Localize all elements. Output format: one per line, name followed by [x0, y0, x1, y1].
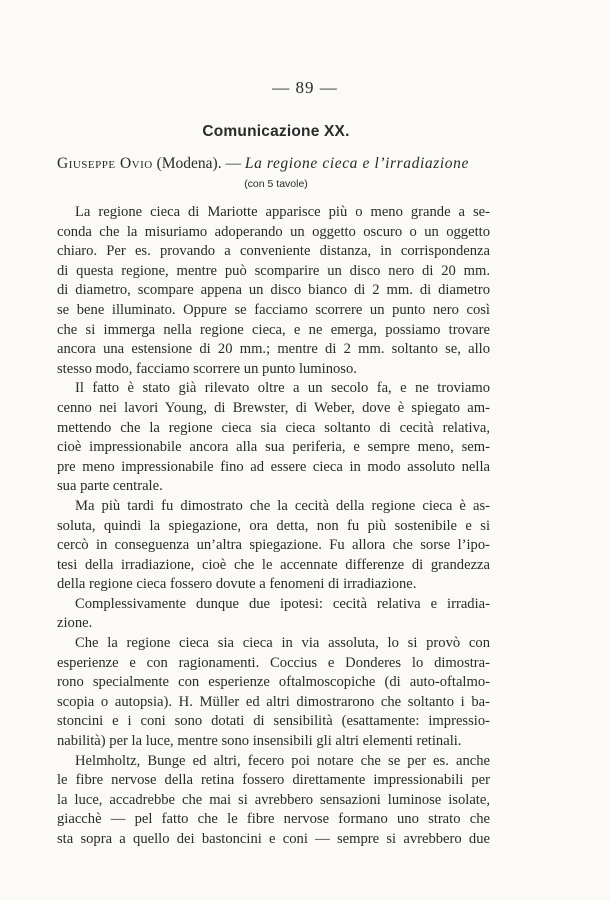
- text-line: Il fatto è stato già rilevato oltre a un secolo fa, e ne troviamo: [75, 380, 490, 397]
- text-line: la luce, accadrebbe che mai si avrebbero sensazioni luminose isolate,: [57, 791, 490, 808]
- text-line: nabilità) per la luce, mentre sono insensibili gli altri elementi retinali.: [57, 733, 462, 750]
- paragraph-1: [57, 203, 490, 379]
- text-line: sua parte centrale.: [57, 478, 163, 495]
- paragraph-5: [57, 634, 490, 752]
- text-line: giacchè — pel fatto che le fibre nervose formano uno strato che: [57, 811, 490, 828]
- text-line: della regione cieca fossero dovute a fenomeni di irradiazione.: [57, 576, 417, 593]
- text-line: pre meno impressionabile fino ad essere cieca in modo assoluto nella: [57, 458, 490, 475]
- text-line: cioè impressionabile ancora alla sua periferia, e sempre meno, sem-: [57, 439, 490, 456]
- paragraph-3: [57, 497, 490, 595]
- text-line: se bene illuminato. Oppure se facciamo scorrere un punto nero così: [57, 301, 490, 318]
- author-place: (Modena). —: [152, 155, 245, 172]
- paragraph-4: [57, 595, 490, 634]
- text-line: zione.: [57, 615, 93, 632]
- text-line: tesi della irradiazione, cioè che le accennate differenze di grandezza: [57, 556, 490, 573]
- section-title: Comunicazione XX.: [202, 123, 350, 140]
- subtitle: (con 5 tavole): [244, 178, 308, 190]
- text-line: cercò in conseguenza un’altra spiegazione. Fu allora che sorse l’ipo-: [57, 537, 490, 554]
- text-line: di questa regione, mentre può scomparire un disco nero di 20 mm.: [57, 262, 490, 279]
- text-line: cenno nei lavori Young, di Brewster, di Weber, dove è spiegato am-: [57, 399, 490, 416]
- page-number: — 89 —: [272, 78, 338, 97]
- text-line: scopia o autopsia). H. Müller ed altri dimostrarono che soltanto i ba-: [57, 693, 490, 710]
- text-line: esperienze e con ragionamenti. Coccius e Donderes lo dimostra-: [57, 654, 490, 671]
- text-line: conda che la misuriamo adoperando un oggetto oscuro o un oggetto: [57, 223, 490, 240]
- author-line: [57, 155, 487, 173]
- text-line: Che la regione cieca sia cieca in via assoluta, lo si provò con: [75, 635, 490, 652]
- paragraph-2: [57, 379, 490, 497]
- text-line: stoncini e i coni sono dotati di sensibilità (esattamente: impressio-: [57, 713, 490, 730]
- text-line: rono specialmente con esperienze oftalmoscopiche (di auto-oftalmo-: [57, 674, 490, 691]
- paper-title: La regione cieca e l’irradiazione: [244, 155, 469, 172]
- text-line: sta sopra a quello dei bastoncini e coni — sempre si avrebbero due: [57, 831, 490, 847]
- text-line: Complessivamente dunque due ipotesi: cecità relativa e irradia-: [75, 595, 490, 612]
- text-line: stesso modo, facciamo scorrere un punto luminoso.: [57, 360, 357, 377]
- text-line: chiaro. Per es. provando a conveniente distanza, in corrispondenza: [57, 243, 490, 260]
- text-line: ancora una estensione di 20 mm.; mentre di 2 mm. soltanto se, allo: [57, 341, 490, 358]
- author-name: Giuseppe Ovio: [57, 155, 153, 172]
- text-line: Helmholtz, Bunge ed altri, fecero poi notare che se per es. anche: [75, 752, 490, 769]
- text-line: soluta, quindi la spiegazione, ora detta, non fu più sostenibile e si: [57, 517, 490, 534]
- text-line: di diametro, scompare appena un disco bianco di 2 mm. di diametro: [57, 282, 490, 299]
- text-line: mettendo che la regione cieca sia cieca soltanto di cecità relativa,: [57, 419, 490, 436]
- text-line: le fibre nervose della retina fossero direttamente impressionabili per: [57, 772, 490, 789]
- text-line: Ma più tardi fu dimostrato che la cecità della regione cieca è as-: [75, 497, 490, 514]
- text-line: La regione cieca di Mariotte apparisce più o meno grande a se-: [75, 204, 490, 220]
- paragraph-6: [57, 752, 490, 850]
- body-text: [57, 203, 490, 850]
- text-line: che si immerga nella regione cieca, e ne emerga, possiamo trovare: [57, 321, 490, 338]
